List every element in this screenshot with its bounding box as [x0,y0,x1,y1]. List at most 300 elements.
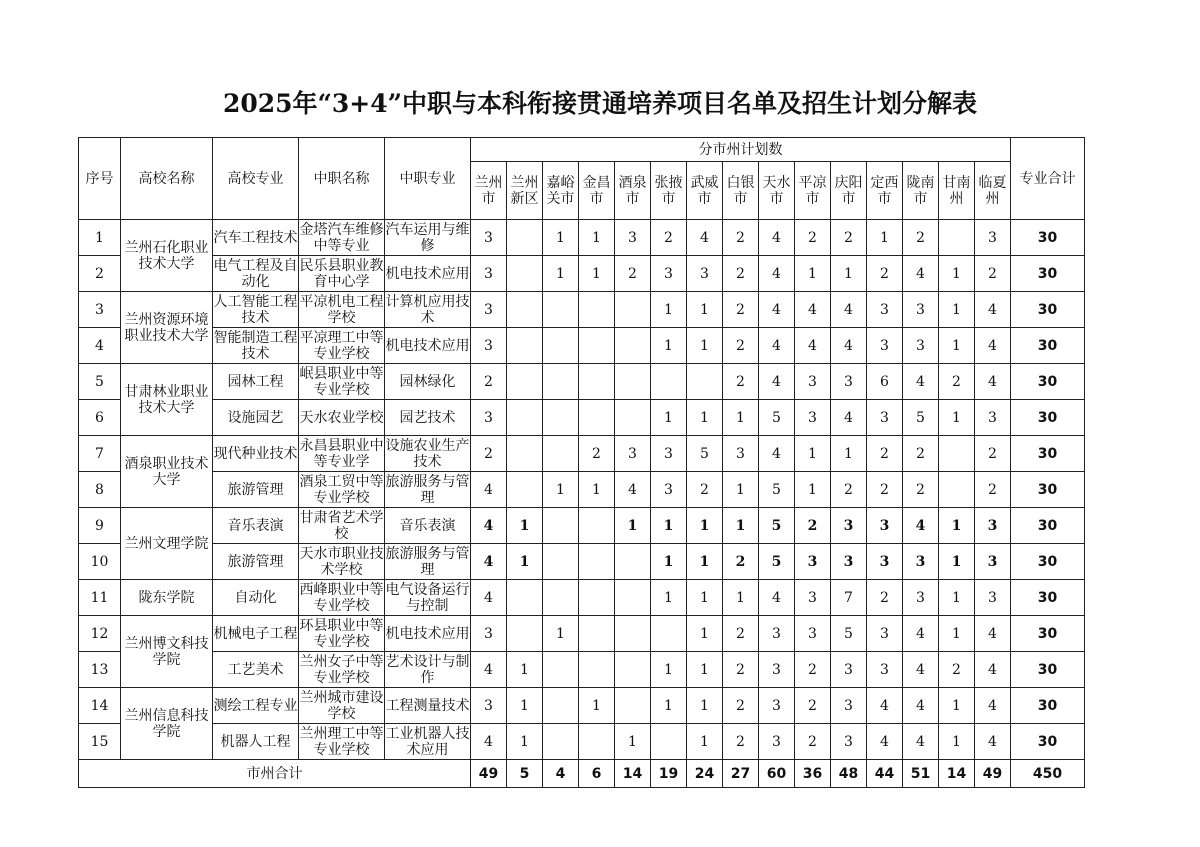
plan-value-cell: 1 [579,256,615,292]
plan-value-cell [579,400,615,436]
plan-value-cell: 3 [867,616,903,652]
plan-value-cell: 1 [687,616,723,652]
row-total-cell: 30 [1011,220,1085,256]
plan-value-cell: 3 [867,292,903,328]
plan-value-cell: 1 [687,544,723,580]
voc-major-cell: 机电技术应用 [385,256,471,292]
plan-value-cell: 1 [651,508,687,544]
plan-value-cell: 3 [759,616,795,652]
row-total-cell: 30 [1011,364,1085,400]
university-cell: 酒泉职业技术大学 [121,436,213,508]
plan-value-cell: 1 [651,544,687,580]
seq-cell: 9 [79,508,121,544]
plan-value-cell: 5 [903,400,939,436]
plan-value-cell [615,400,651,436]
plan-value-cell: 2 [795,652,831,688]
plan-value-cell [507,364,543,400]
plan-value-cell [651,616,687,652]
row-total-cell: 30 [1011,688,1085,724]
plan-value-cell: 3 [651,256,687,292]
plan-value-cell: 2 [723,688,759,724]
school-cell: 天水农业学校 [299,400,385,436]
school-cell: 岷县职业中等专业学校 [299,365,384,398]
uni-major-cell: 设施园艺 [213,400,299,436]
plan-value-cell: 1 [543,616,579,652]
plan-value-cell: 1 [687,328,723,364]
plan-value-cell: 1 [687,292,723,328]
plan-value-cell: 3 [795,616,831,652]
voc-major-cell: 设施农业生产技术 [385,437,470,470]
plan-value-cell: 2 [831,472,867,508]
table-row [79,652,1085,688]
plan-value-cell [939,220,975,256]
plan-value-cell: 2 [723,364,759,400]
plan-value-cell: 3 [759,724,795,760]
plan-value-cell: 4 [759,292,795,328]
plan-value-cell: 4 [903,364,939,400]
plan-value-cell [615,292,651,328]
plan-value-cell: 2 [651,220,687,256]
plan-value-cell: 1 [507,544,543,580]
plan-value-cell: 1 [939,508,975,544]
plan-value-cell: 3 [795,544,831,580]
plan-value-cell: 3 [975,508,1011,544]
plan-value-cell: 5 [759,472,795,508]
plan-value-cell: 4 [975,616,1011,652]
uni-major-cell: 旅游管理 [213,544,299,580]
plan-value-cell [687,364,723,400]
plan-value-cell: 1 [723,508,759,544]
seq-cell: 5 [79,364,121,400]
uni-major-cell: 电气工程及自动化 [213,257,298,290]
plan-value-cell: 1 [543,472,579,508]
plan-value-cell: 1 [507,508,543,544]
row-total-cell: 30 [1011,544,1085,580]
plan-value-cell: 4 [795,292,831,328]
uni-major-cell: 园林工程 [213,364,299,400]
plan-value-cell [615,328,651,364]
university-cell: 兰州石化职业技术大学 [121,220,213,292]
plan-value-cell: 1 [543,256,579,292]
table-row [79,292,1085,328]
plan-value-cell: 1 [723,580,759,616]
seq-cell: 10 [79,544,121,580]
university-cell: 兰州信息科技学院 [121,688,213,760]
plan-value-cell: 7 [831,580,867,616]
plan-value-cell [543,436,579,472]
plan-value-cell: 1 [651,292,687,328]
plan-value-cell [579,580,615,616]
header-uni-major: 高校专业 [213,138,299,220]
seq-cell: 15 [79,724,121,760]
plan-value-cell: 2 [471,364,507,400]
plan-value-cell: 2 [723,256,759,292]
plan-value-cell: 3 [975,580,1011,616]
plan-value-cell [543,292,579,328]
plan-value-cell [543,688,579,724]
plan-value-cell: 2 [903,472,939,508]
plan-value-cell [507,292,543,328]
plan-value-cell [579,508,615,544]
plan-value-cell: 3 [651,472,687,508]
plan-value-cell: 5 [759,508,795,544]
header-city: 庆阳市 [831,162,867,220]
plan-value-cell: 1 [939,328,975,364]
plan-value-cell: 4 [831,292,867,328]
plan-value-cell: 4 [903,256,939,292]
plan-value-cell: 3 [867,508,903,544]
header-city: 定西市 [867,162,903,220]
plan-value-cell: 1 [939,616,975,652]
plan-value-cell: 3 [903,292,939,328]
header-vocational-school: 中职名称 [299,138,385,220]
row-total-cell: 30 [1011,328,1085,364]
table-row [79,544,1085,580]
table-row [79,724,1085,760]
plan-value-cell [543,328,579,364]
plan-value-cell: 2 [723,652,759,688]
table-row [79,364,1085,400]
university-cell: 甘肃林业职业技术大学 [121,364,213,436]
summary-value-cell: 36 [795,760,831,788]
plan-value-cell: 3 [471,220,507,256]
plan-value-cell: 4 [903,616,939,652]
table-row [79,400,1085,436]
plan-value-cell: 1 [615,508,651,544]
row-total-cell: 30 [1011,616,1085,652]
plan-value-cell: 1 [939,688,975,724]
plan-value-cell: 2 [975,472,1011,508]
plan-value-cell [543,544,579,580]
plan-value-cell: 3 [867,544,903,580]
plan-value-cell: 1 [651,328,687,364]
voc-major-cell: 电气设备运行与控制 [385,581,470,614]
plan-value-cell [507,220,543,256]
plan-value-cell: 4 [975,724,1011,760]
plan-value-cell [579,724,615,760]
summary-label: 市州合计 [79,760,471,788]
uni-major-cell: 工艺美术 [213,652,299,688]
voc-major-cell: 工业机器人技术应用 [385,725,470,758]
plan-value-cell: 1 [831,256,867,292]
plan-value-cell: 4 [687,220,723,256]
plan-value-cell: 4 [975,364,1011,400]
header-voc-major: 中职专业 [385,138,471,220]
plan-value-cell: 1 [687,688,723,724]
plan-value-cell: 3 [903,328,939,364]
university-cell: 兰州博文科技学院 [121,616,213,688]
plan-value-cell: 2 [975,436,1011,472]
summary-value-cell: 19 [651,760,687,788]
plan-value-cell: 4 [903,724,939,760]
summary-value-cell: 6 [579,760,615,788]
uni-major-cell: 机器人工程 [213,724,299,760]
plan-value-cell: 3 [471,256,507,292]
header-city: 武威市 [687,162,723,220]
plan-value-cell: 1 [687,724,723,760]
plan-value-cell: 2 [723,292,759,328]
plan-value-cell: 3 [831,508,867,544]
plan-value-cell [615,544,651,580]
plan-value-cell: 2 [939,652,975,688]
plan-value-cell [543,508,579,544]
voc-major-cell: 艺术设计与制作 [385,653,470,686]
row-total-cell: 30 [1011,436,1085,472]
plan-value-cell: 2 [867,472,903,508]
plan-value-cell: 1 [579,220,615,256]
plan-value-cell [579,328,615,364]
header-city: 白银市 [723,162,759,220]
plan-value-cell: 3 [975,400,1011,436]
plan-value-cell: 3 [795,364,831,400]
plan-value-cell: 4 [903,688,939,724]
plan-value-cell: 1 [939,544,975,580]
plan-value-cell [507,472,543,508]
summary-value-cell: 14 [939,760,975,788]
plan-value-cell: 4 [759,436,795,472]
plan-value-cell: 3 [831,652,867,688]
plan-value-cell [651,364,687,400]
uni-major-cell: 现代种业技术 [213,436,299,472]
uni-major-cell: 旅游管理 [213,472,299,508]
plan-value-cell: 2 [795,220,831,256]
plan-value-cell: 3 [795,580,831,616]
university-cell: 兰州资源环境职业技术大学 [121,292,213,364]
plan-value-cell: 3 [831,688,867,724]
university-cell: 兰州文理学院 [121,508,213,580]
plan-value-cell: 2 [795,508,831,544]
plan-value-cell: 2 [723,220,759,256]
plan-value-cell: 2 [723,328,759,364]
header-city: 兰州市 [471,162,507,220]
header-city: 甘南州 [939,162,975,220]
seq-cell: 8 [79,472,121,508]
table-row [79,436,1085,472]
plan-value-cell: 4 [975,652,1011,688]
uni-major-cell: 汽车工程技术 [213,220,299,256]
plan-value-cell: 3 [759,652,795,688]
plan-value-cell: 2 [615,256,651,292]
plan-value-cell: 2 [867,256,903,292]
plan-value-cell: 3 [867,652,903,688]
plan-value-cell: 3 [903,544,939,580]
plan-value-cell: 4 [471,544,507,580]
plan-value-cell: 2 [723,544,759,580]
row-total-cell: 30 [1011,508,1085,544]
summary-value-cell: 60 [759,760,795,788]
plan-value-cell: 1 [939,400,975,436]
summary-value-cell: 49 [975,760,1011,788]
uni-major-cell: 自动化 [213,580,299,616]
plan-value-cell: 3 [795,400,831,436]
voc-major-cell: 旅游服务与管理 [385,545,470,578]
header-city: 临夏州 [975,162,1011,220]
row-total-cell: 30 [1011,292,1085,328]
plan-value-cell [507,436,543,472]
plan-value-cell: 4 [975,328,1011,364]
plan-value-cell: 3 [867,328,903,364]
plan-value-cell [543,724,579,760]
plan-value-cell [543,580,579,616]
plan-value-cell: 4 [471,724,507,760]
voc-major-cell: 工程测量技术 [385,688,471,724]
plan-value-cell: 4 [903,508,939,544]
plan-value-cell: 2 [939,364,975,400]
seq-cell: 6 [79,400,121,436]
plan-value-cell: 1 [831,436,867,472]
plan-value-cell: 3 [975,544,1011,580]
plan-value-cell: 4 [471,472,507,508]
header-total: 专业合计 [1011,138,1085,220]
plan-value-cell: 4 [903,652,939,688]
plan-value-cell: 2 [723,724,759,760]
plan-value-cell: 4 [975,688,1011,724]
plan-value-cell: 1 [867,220,903,256]
plan-value-cell: 1 [795,472,831,508]
plan-value-cell: 3 [831,724,867,760]
plan-value-cell: 4 [471,580,507,616]
plan-value-cell: 1 [939,292,975,328]
plan-value-cell: 2 [867,580,903,616]
voc-major-cell: 计算机应用技术 [385,293,470,326]
summary-value-cell: 27 [723,760,759,788]
table-row [79,220,1085,256]
header-city: 平凉市 [795,162,831,220]
table-row [79,580,1085,616]
voc-major-cell: 园林绿化 [385,364,471,400]
voc-major-cell: 机电技术应用 [385,328,471,364]
voc-major-cell: 园艺技术 [385,400,471,436]
header-city: 酒泉市 [615,162,651,220]
plan-value-cell: 5 [759,544,795,580]
summary-value-cell: 14 [615,760,651,788]
plan-value-cell: 3 [471,292,507,328]
plan-value-cell: 2 [723,616,759,652]
table-row [79,508,1085,544]
plan-value-cell: 4 [759,256,795,292]
plan-value-cell [543,364,579,400]
header-city: 兰州新区 [507,162,543,220]
header-seq: 序号 [79,138,121,220]
plan-value-cell: 3 [687,256,723,292]
plan-value-cell: 1 [507,724,543,760]
plan-value-cell: 1 [687,580,723,616]
plan-value-cell: 1 [579,688,615,724]
header-city: 陇南市 [903,162,939,220]
plan-value-cell: 2 [903,220,939,256]
plan-value-cell: 3 [723,436,759,472]
voc-major-cell: 汽车运用与维修 [385,221,470,254]
seq-cell: 12 [79,616,121,652]
plan-value-cell [939,472,975,508]
plan-value-cell: 1 [579,472,615,508]
plan-value-cell: 1 [723,400,759,436]
plan-value-cell [579,544,615,580]
plan-value-cell: 4 [759,220,795,256]
plan-value-cell: 1 [651,400,687,436]
plan-value-cell: 4 [867,724,903,760]
plan-value-cell: 2 [795,724,831,760]
plan-value-cell: 4 [831,328,867,364]
plan-value-cell: 3 [615,220,651,256]
plan-value-cell: 4 [867,688,903,724]
plan-value-cell: 4 [795,328,831,364]
summary-value-cell: 49 [471,760,507,788]
plan-value-cell: 1 [939,256,975,292]
plan-value-cell: 1 [939,724,975,760]
school-cell: 民乐县职业教育中心学 [299,257,384,290]
plan-value-cell: 1 [795,436,831,472]
plan-value-cell: 3 [903,580,939,616]
uni-major-cell: 测绘工程专业 [213,688,299,724]
plan-value-cell: 1 [687,508,723,544]
plan-value-cell: 3 [651,436,687,472]
plan-value-cell: 1 [543,220,579,256]
plan-value-cell: 2 [831,220,867,256]
plan-value-cell: 2 [975,256,1011,292]
summary-value-cell: 44 [867,760,903,788]
page-title: 2025年“3+4”中职与本科衔接贯通培养项目名单及招生计划分解表 [222,89,978,118]
plan-value-cell [543,652,579,688]
plan-value-cell: 3 [831,544,867,580]
plan-value-cell: 4 [759,328,795,364]
header-city: 张掖市 [651,162,687,220]
plan-value-cell [615,580,651,616]
table-row [79,616,1085,652]
plan-value-cell: 4 [759,364,795,400]
plan-value-cell: 3 [867,400,903,436]
header-city-group: 分市州计划数 [471,138,1011,162]
header-university: 高校名称 [121,138,213,220]
plan-value-cell: 4 [975,292,1011,328]
seq-cell: 4 [79,328,121,364]
school-cell: 兰州城市建设学校 [299,689,384,722]
summary-value-cell: 24 [687,760,723,788]
row-total-cell: 30 [1011,256,1085,292]
plan-value-cell: 5 [759,400,795,436]
plan-value-cell: 2 [867,436,903,472]
plan-value-cell: 3 [975,220,1011,256]
plan-value-cell [579,652,615,688]
table-row [79,256,1085,292]
summary-row [79,760,1085,788]
plan-value-cell: 2 [903,436,939,472]
plan-value-cell: 1 [723,472,759,508]
seq-cell: 14 [79,688,121,724]
plan-value-cell: 5 [831,616,867,652]
grand-total-cell: 450 [1011,760,1085,788]
plan-value-cell: 3 [471,400,507,436]
plan-value-cell [507,616,543,652]
summary-value-cell: 51 [903,760,939,788]
row-total-cell: 30 [1011,580,1085,616]
plan-value-cell: 5 [687,436,723,472]
voc-major-cell: 旅游服务与管理 [385,473,470,506]
uni-major-cell: 机械电子工程 [213,616,299,652]
school-cell: 西峰职业中等专业学校 [299,581,384,614]
plan-value-cell: 1 [651,652,687,688]
plan-value-cell [615,616,651,652]
header-city: 金昌市 [579,162,615,220]
seq-cell: 1 [79,220,121,256]
school-cell: 永昌县职业中等专业学 [299,437,384,470]
plan-value-cell: 3 [759,688,795,724]
plan-value-cell: 3 [471,328,507,364]
voc-major-cell: 机电技术应用 [385,616,471,652]
plan-value-cell [615,688,651,724]
plan-value-cell [579,364,615,400]
school-cell: 环县职业中等专业学校 [299,617,384,650]
